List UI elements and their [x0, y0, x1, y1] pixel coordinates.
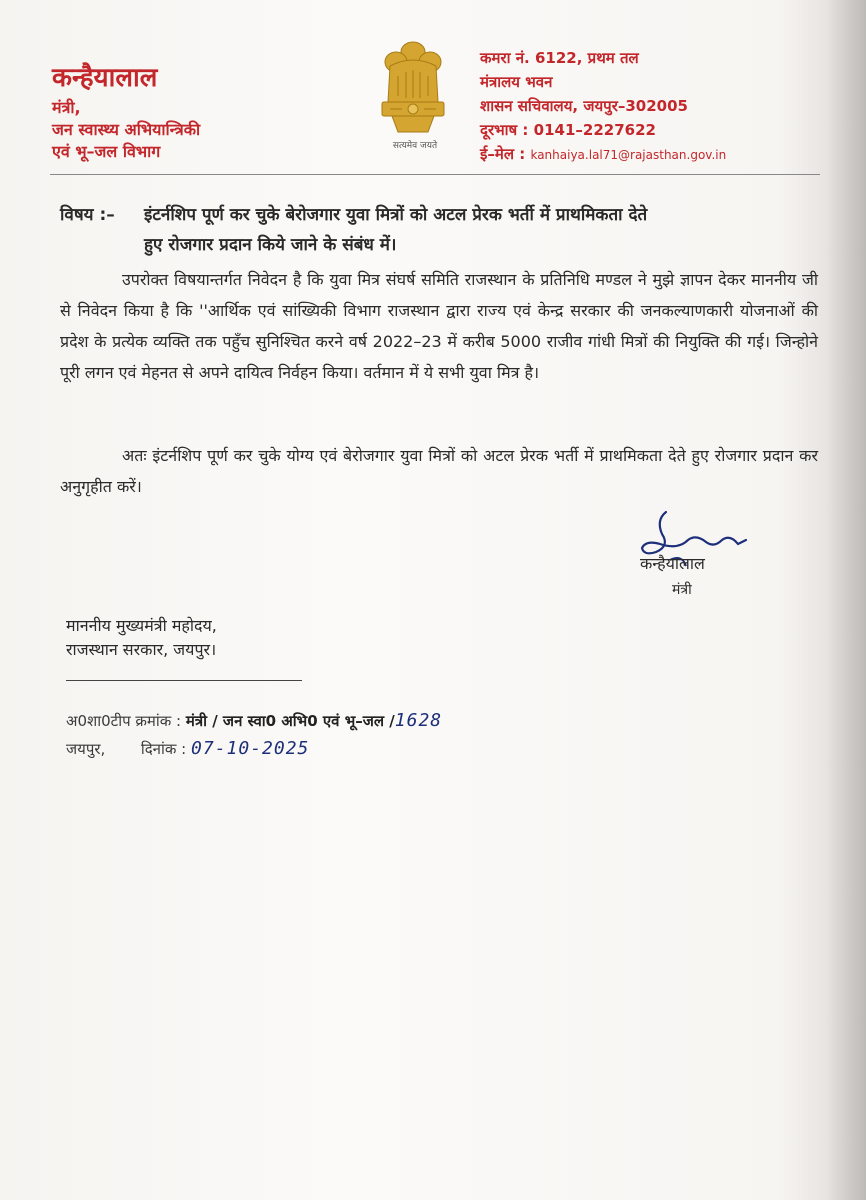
reference-number: 1628: [394, 710, 443, 731]
body-paragraph-2: [60, 440, 818, 502]
page-edge-shadow: [826, 0, 866, 1200]
phone-label: दूरभाष :: [480, 121, 529, 139]
phone-line: [480, 120, 656, 140]
subject-label: विषय :–: [60, 205, 115, 225]
phone-value: 0141–2227622: [533, 121, 656, 139]
body-paragraph-1: [60, 264, 818, 388]
email-value: kanhaiya.lal71@rajasthan.gov.in: [530, 148, 727, 162]
signature-name: कन्हैयालाल: [640, 554, 705, 573]
addressee-line-1: माननीय मुख्यमंत्री महोदय,: [66, 616, 217, 635]
email-line: [480, 144, 726, 164]
minister-name: कन्हैयालाल: [52, 63, 158, 93]
header-divider: [50, 174, 820, 175]
paragraph-1-text: उपरोक्त विषयान्तर्गत निवेदन है कि युवा मित्र संघर्ष समिति राजस्थान के प्रतिनिधि मण्डल ने मुझे ज्ञापन देकर माननीय जी से निवेदन किया है कि ''आर्थिक एवं सांख्यिकी विभाग राजस्थान द्वारा राज्य एवं केन्द्र सरकार की जनकल्याणकारी योजनाओं की प्रदेश के प्रत्येक व्यक्ति तक पहुँच सुनिश्चित करने वर्ष 2022–23 में करीब 5000 राजीव गांधी मित्रों की नियुक्ति की गई। जिन्होने पूरी लगन एवं मेहनत से अपने दायित्व निर्वहन किया। वर्तमान में ये सभी युवा मित्र है।: [60, 270, 818, 382]
pin-code: 302005: [625, 97, 688, 115]
subject-line-1: [60, 200, 820, 230]
subject-text-2: हुए रोजगार प्रदान किये जाने के संबंध में।: [144, 235, 397, 255]
reference-typed: मंत्री / जन स्वा0 अभि0 एवं भू–जल /: [185, 712, 395, 730]
emblem-motto: सत्यमेव जयते: [392, 141, 438, 151]
secretariat-label: शासन सचिवालय, जयपुर–: [480, 97, 626, 115]
secretariat-line: [480, 96, 688, 116]
place: जयपुर,: [66, 740, 106, 758]
reference-line: [66, 710, 442, 731]
designation-line: मंत्री,: [52, 98, 81, 117]
reference-label: अ0शा0टीप क्रमांक :: [66, 712, 182, 730]
signature-title: मंत्री: [672, 582, 692, 598]
department-line-2: एवं भू–जल विभाग: [52, 142, 161, 161]
room-label: कमरा नं.: [480, 49, 530, 67]
addressee-underline: [66, 680, 302, 681]
room-line: [480, 48, 639, 68]
date-value: 07-10-2025: [191, 738, 310, 759]
date-line: [66, 738, 309, 759]
paragraph-2-text: अतः इंटर्नशिप पूर्ण कर चुके योग्य एवं बेरोजगार युवा मित्रों को अटल प्रेरक भर्ती में प्राथमिकता देते हुए रोजगार प्रदान कर अनुगृहीत करें।: [60, 446, 818, 496]
subject-text-1: इंटर्नशिप पूर्ण कर चुके बेरोजगार युवा मित्रों को अटल प्रेरक भर्ती में प्राथमिकता देते: [144, 205, 648, 225]
department-line-1: जन स्वास्थ्य अभियान्त्रिकी: [52, 120, 201, 139]
building-line: मंत्रालय भवन: [480, 73, 553, 91]
subject-block: [60, 200, 820, 260]
room-value: 6122, प्रथम तल: [535, 49, 639, 67]
date-label: दिनांक :: [140, 740, 187, 758]
addressee-line-2: राजस्थान सरकार, जयपुर।: [66, 640, 217, 659]
national-emblem-icon: [368, 36, 458, 152]
email-label: ई–मेल :: [480, 145, 526, 163]
